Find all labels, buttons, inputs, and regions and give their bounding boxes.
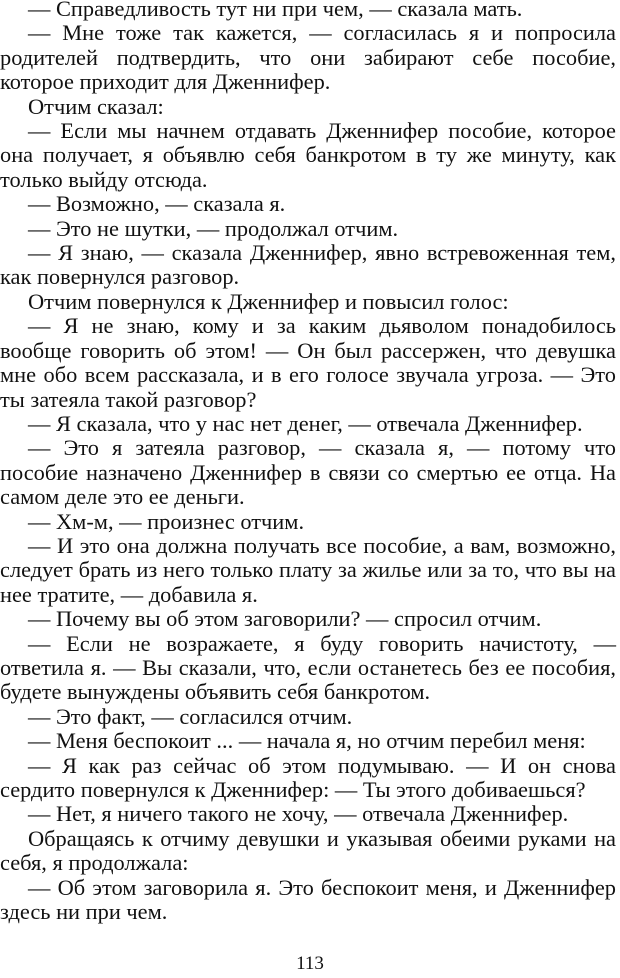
page-number: 113 bbox=[296, 953, 324, 974]
paragraph: — Возможно, — сказала я. bbox=[28, 191, 286, 217]
paragraph: — Если не возражаете, я буду говорить начистоту, — ответила я. — Вы сказали, что, если останетесь без ее пособия, будете вынуждены объявить себя банкротом. bbox=[0, 630, 616, 705]
paragraph: — Это я затеяла разговор, — сказала я, — потому что пособие назначено Дженнифер в связи со смертью ее отца. На самом деле это ее деньги. bbox=[0, 435, 616, 510]
paragraph: — Это факт, — согласился отчим. bbox=[28, 703, 353, 729]
paragraph: Обращаясь к отчиму девушки и указывая обеими руками на себя, я продолжала: bbox=[0, 825, 616, 876]
paragraph: — Я не знаю, кому и за каким дьяволом понадобилось вообще говорить об этом! — Он был рассержен, что девушка мне обо всем рассказала, и в его голосе звучала угроза. — Это ты затеяла такой разговор? bbox=[0, 313, 616, 412]
paragraph: — И это она должна получать все пособие, а вам, возможно, следует брать из него только плату за жилье или за то, что вы на нее тратите, — добавила я. bbox=[0, 532, 616, 607]
paragraph: — Хм-м, — произнес отчим. bbox=[28, 508, 305, 534]
paragraph: — Если мы начнем отдавать Дженнифер пособие, которое она получает, я объявлю себя банкротом в ту же минуту, как только выйду отсюда. bbox=[0, 118, 616, 192]
paragraph: Отчим повернулся к Дженнифер и повысил голос: bbox=[28, 288, 509, 314]
paragraph: — Мне тоже так кажется, — согласилась я и попросила родителей подтвердить, что они забирают себе пособие, которое приходит для Дженнифер. bbox=[0, 20, 616, 95]
paragraph: — Справедливость тут ни при чем, — сказала мать. bbox=[28, 0, 523, 21]
paragraph: — Я знаю, — сказала Дженнифер, явно встревоженная тем, как повернулся разговор. bbox=[0, 240, 616, 290]
paragraph: — Об этом заговорила я. Это беспокоит меня, и Дженнифер здесь ни при чем. bbox=[0, 874, 616, 925]
paragraph: — Я как раз сейчас об этом подумываю. — И он снова сердито повернулся к Дженнифер: — Ты этого добиваешься? bbox=[0, 752, 616, 802]
paragraph: — Почему вы об этом заговорили? — спросил отчим. bbox=[28, 606, 542, 632]
paragraph: — Нет, я ничего такого не хочу, — отвечала Дженнифер. bbox=[28, 801, 569, 827]
paragraph: Отчим сказал: bbox=[28, 93, 164, 119]
paragraph: — Меня беспокоит ... — начала я, но отчим перебил меня: bbox=[28, 728, 586, 754]
paragraph: — Я сказала, что у нас нет денег, — отвечала Дженнифер. bbox=[28, 410, 583, 436]
paragraph: — Это не шутки, — продолжал отчим. bbox=[28, 215, 399, 241]
